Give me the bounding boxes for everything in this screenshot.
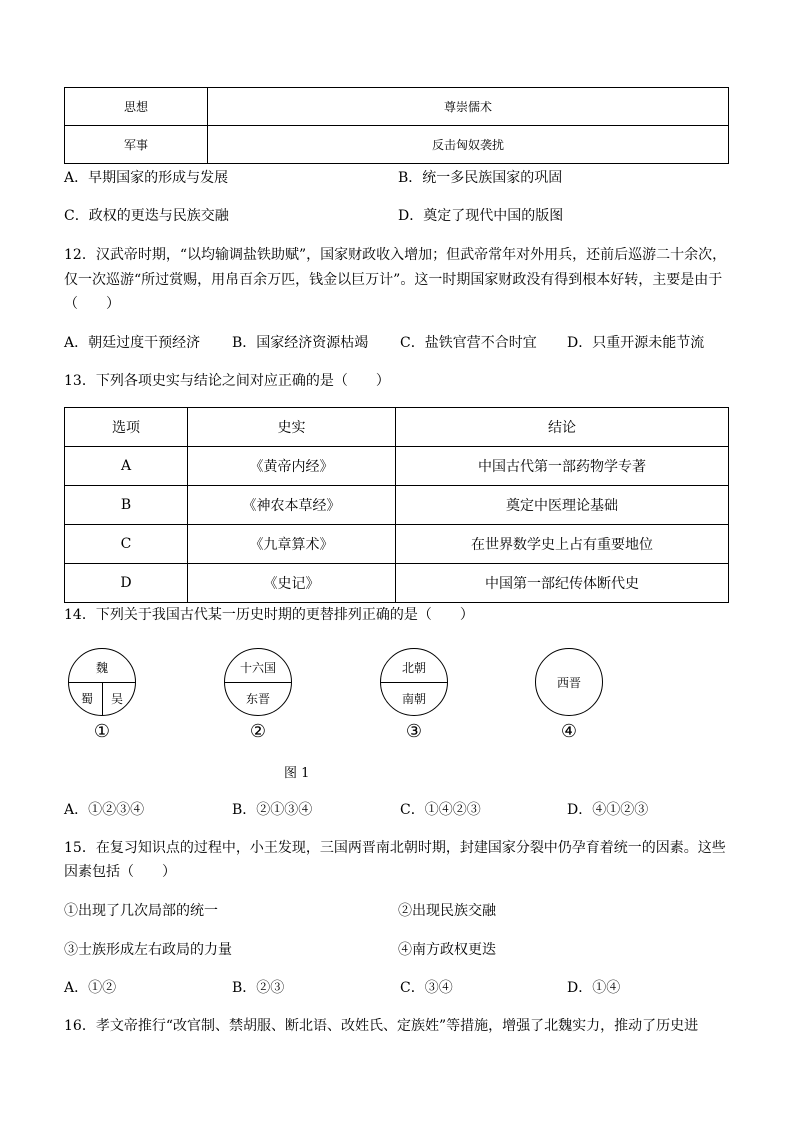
figure-circle-4 xyxy=(535,648,603,716)
q14-option-c: C．①④②③ xyxy=(400,802,481,818)
q14-option-b: B．②①③④ xyxy=(232,802,313,818)
q12-option-b: B．国家经济资源枯竭 xyxy=(232,335,369,351)
circle-1-left-label: 蜀 xyxy=(81,692,94,706)
circle-4-center-label: 西晋 xyxy=(556,676,581,690)
q15-statement-3: ③士族形成左右政局的力量 xyxy=(64,942,232,958)
q15-option-a: A．①② xyxy=(64,980,117,996)
q15-stem-line1: 15．在复习知识点的过程中，小王发现，三国两晋南北朝时期，封建国家分裂中仍孕育着统一的因素。这些 xyxy=(64,840,726,856)
q15-option-b: B．②③ xyxy=(232,980,285,996)
q16-stem-line1: 16．孝文帝推行“改官制、禁胡服、断北语、改姓氏、定族姓”等措施，增强了北魏实力，推动了历史进 xyxy=(64,1018,699,1034)
table-cell-label: 思想 xyxy=(65,88,208,126)
top-table xyxy=(64,87,729,164)
q15-statement-2: ②出现民族交融 xyxy=(398,903,496,919)
figure-circle-2 xyxy=(224,648,292,716)
table-cell: 《九章算术》 xyxy=(188,525,396,564)
circle-2-number: ② xyxy=(249,721,267,742)
q11-option-b: B．统一多民族国家的巩固 xyxy=(398,170,563,186)
circle-2-top-label: 十六国 xyxy=(239,661,276,675)
table-cell: 《黄帝内经》 xyxy=(188,447,396,486)
table-cell: B xyxy=(65,486,188,525)
q13-stem: 13．下列各项史实与结论之间对应正确的是（ ） xyxy=(64,373,390,389)
figure-caption: 图 1 xyxy=(284,766,310,781)
q12-option-d: D．只重开源未能节流 xyxy=(567,335,705,351)
q12-stem-line1: 12．汉武帝时期，“以均输调盐铁助赋”，国家财政收入增加；但武帝常年对外用兵，还前后巡游二十余次， xyxy=(64,247,727,263)
circle-1-right-label: 吴 xyxy=(111,692,124,706)
table-cell: D xyxy=(65,564,188,603)
circle-3-top-label: 北朝 xyxy=(401,661,426,675)
q12-option-a: A．朝廷过度干预经济 xyxy=(64,335,201,351)
circle-2-bottom-label: 东晋 xyxy=(245,692,270,706)
q13-table xyxy=(64,407,729,603)
q15-option-c: C．③④ xyxy=(400,980,453,996)
q15-option-d: D．①④ xyxy=(567,980,621,996)
circle-3-number: ③ xyxy=(405,721,423,742)
table-header: 史实 xyxy=(188,408,396,447)
table-cell: 奠定中医理论基础 xyxy=(396,486,729,525)
q15-stem-line2: 因素包括（ ） xyxy=(64,864,176,880)
table-cell: 《神农本草经》 xyxy=(188,486,396,525)
table-cell: A xyxy=(65,447,188,486)
table-cell-content: 尊崇儒术 xyxy=(208,88,729,126)
q12-stem-line3: （ ） xyxy=(64,296,120,312)
figure-circle-1 xyxy=(68,648,136,716)
q11-option-d: D．奠定了现代中国的版图 xyxy=(398,208,564,224)
circle-3-bottom-label: 南朝 xyxy=(401,692,426,706)
table-cell: 在世界数学史上占有重要地位 xyxy=(396,525,729,564)
table-cell-label: 军事 xyxy=(65,126,208,164)
circle-1-number: ① xyxy=(93,721,111,742)
figure-circle-3 xyxy=(380,648,448,716)
table-cell: 中国古代第一部药物学专著 xyxy=(396,447,729,486)
q15-statement-1: ①出现了几次局部的统一 xyxy=(64,903,218,919)
q12-stem-line2: 仅一次巡游“所过赏赐，用帛百余万匹，钱金以巨万计”。这一时期国家财政没有得到根本好转，主要是由于 xyxy=(64,272,723,288)
table-cell: C xyxy=(65,525,188,564)
table-cell-content: 反击匈奴袭扰 xyxy=(208,126,729,164)
q14-option-a: A．①②③④ xyxy=(64,802,145,818)
table-cell: 《史记》 xyxy=(188,564,396,603)
table-header: 结论 xyxy=(396,408,729,447)
table-header: 选项 xyxy=(65,408,188,447)
q14-stem: 14．下列关于我国古代某一历史时期的更替排列正确的是（ ） xyxy=(64,607,474,623)
q11-option-c: C．政权的更迭与民族交融 xyxy=(64,208,229,224)
q14-option-d: D．④①②③ xyxy=(567,802,649,818)
circle-1-top-label: 魏 xyxy=(95,661,108,675)
q15-statement-4: ④南方政权更迭 xyxy=(398,942,496,958)
q11-option-a: A．早期国家的形成与发展 xyxy=(64,170,229,186)
q12-option-c: C．盐铁官营不合时宜 xyxy=(400,335,537,351)
table-cell: 中国第一部纪传体断代史 xyxy=(396,564,729,603)
circle-4-number: ④ xyxy=(560,721,578,742)
